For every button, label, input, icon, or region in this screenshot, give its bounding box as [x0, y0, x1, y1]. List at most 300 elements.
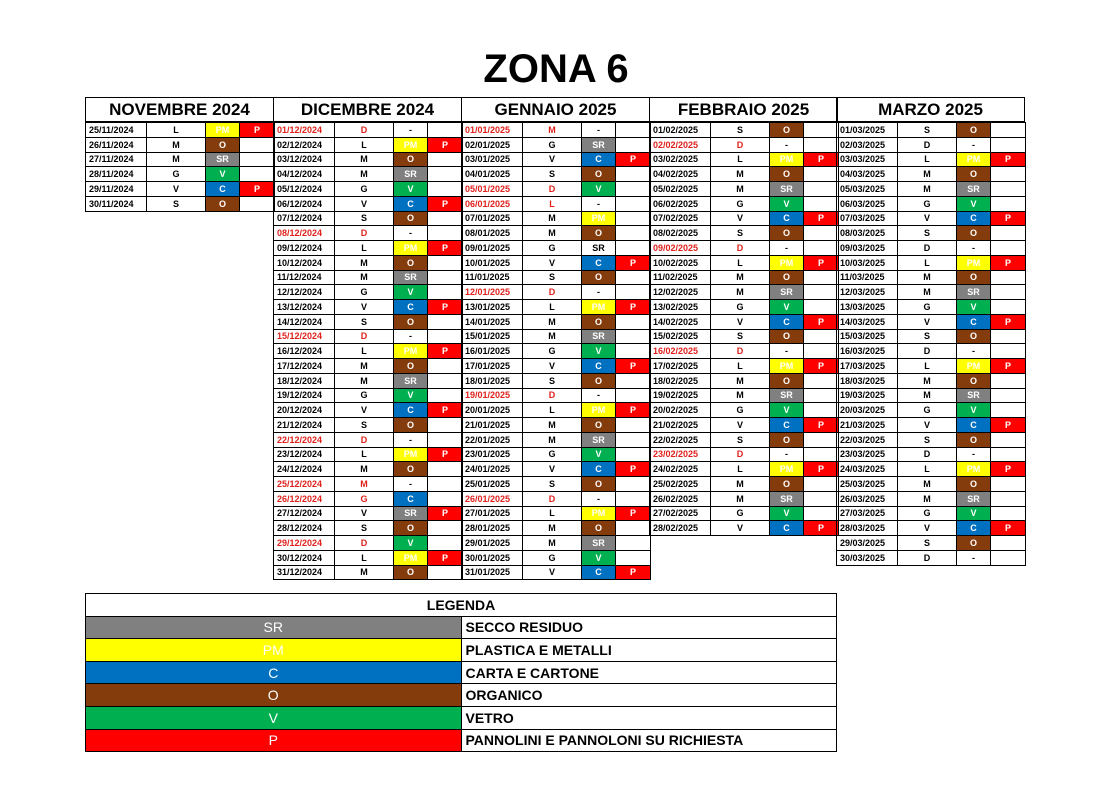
legend-label: PLASTICA E METALLI	[461, 639, 837, 662]
date-cell: 09/03/2025	[837, 241, 898, 256]
weekday-cell: V	[898, 211, 957, 226]
weekday-cell: M	[898, 477, 957, 492]
calendar-row	[650, 314, 839, 329]
diaper-cell	[991, 329, 1026, 344]
weekday-cell: M	[335, 462, 394, 477]
date-cell: 23/02/2025	[650, 447, 711, 462]
calendar-row	[462, 241, 651, 256]
diaper-cell	[991, 432, 1026, 447]
calendar-row	[837, 477, 1026, 492]
date-cell: 28/12/2024	[274, 521, 335, 536]
calendar-row	[274, 477, 463, 492]
weekday-cell: M	[335, 565, 394, 580]
collection-cell: -	[770, 241, 804, 256]
collection-cell: SR	[957, 285, 991, 300]
diaper-cell	[240, 196, 275, 211]
collection-cell: -	[394, 123, 428, 138]
month-calendar-table	[273, 122, 463, 580]
diaper-cell	[616, 123, 651, 138]
collection-cell: O	[394, 462, 428, 477]
legend-swatch: V	[86, 706, 462, 729]
weekday-cell: V	[898, 314, 957, 329]
weekday-cell: G	[147, 167, 206, 182]
calendar-row	[650, 123, 839, 138]
date-cell: 24/12/2024	[274, 462, 335, 477]
weekday-cell: M	[898, 182, 957, 197]
calendar-row	[650, 167, 839, 182]
date-cell: 06/02/2025	[650, 196, 711, 211]
calendar-row	[650, 462, 839, 477]
calendar-row	[650, 491, 839, 506]
diaper-cell	[240, 167, 275, 182]
collection-cell: O	[957, 270, 991, 285]
collection-cell: -	[957, 447, 991, 462]
collection-cell: C	[582, 565, 616, 580]
calendar-row	[462, 477, 651, 492]
weekday-cell: S	[523, 373, 582, 388]
collection-cell: V	[394, 536, 428, 551]
collection-cell: O	[394, 255, 428, 270]
date-cell: 28/01/2025	[462, 521, 523, 536]
weekday-cell: M	[523, 226, 582, 241]
collection-cell: PM	[770, 255, 804, 270]
date-cell: 06/12/2024	[274, 196, 335, 211]
collection-cell: V	[957, 506, 991, 521]
calendar-row	[274, 300, 463, 315]
weekday-cell: G	[711, 300, 770, 315]
diaper-cell	[428, 536, 463, 551]
weekday-cell: L	[711, 255, 770, 270]
diaper-cell	[991, 403, 1026, 418]
collection-cell: C	[206, 182, 240, 197]
diaper-cell: P	[240, 123, 275, 138]
weekday-cell: S	[335, 211, 394, 226]
diaper-cell: P	[991, 418, 1026, 433]
calendar-row	[274, 403, 463, 418]
date-cell: 13/01/2025	[462, 300, 523, 315]
date-cell: 25/12/2024	[274, 477, 335, 492]
collection-cell: V	[957, 196, 991, 211]
calendar-row	[837, 536, 1026, 551]
weekday-cell: M	[711, 270, 770, 285]
collection-cell: V	[957, 403, 991, 418]
diaper-cell	[804, 329, 839, 344]
date-cell: 09/02/2025	[650, 241, 711, 256]
collection-cell: O	[770, 167, 804, 182]
weekday-cell: G	[898, 506, 957, 521]
weekday-cell: D	[335, 123, 394, 138]
calendar-row	[462, 359, 651, 374]
weekday-cell: M	[711, 388, 770, 403]
date-cell: 06/01/2025	[462, 196, 523, 211]
collection-cell: V	[770, 506, 804, 521]
date-cell: 22/12/2024	[274, 432, 335, 447]
weekday-cell: G	[335, 388, 394, 403]
collection-cell: -	[582, 491, 616, 506]
collection-cell: -	[582, 196, 616, 211]
calendar-row	[274, 491, 463, 506]
calendar-row	[837, 491, 1026, 506]
month-title: FEBBRAIO 2025	[649, 97, 838, 122]
calendar-row	[837, 285, 1026, 300]
date-cell: 23/01/2025	[462, 447, 523, 462]
date-cell: 25/01/2025	[462, 477, 523, 492]
calendar-row	[837, 373, 1026, 388]
weekday-cell: M	[898, 285, 957, 300]
calendar-row	[86, 152, 275, 167]
calendar-row	[650, 506, 839, 521]
date-cell: 27/11/2024	[86, 152, 147, 167]
collection-cell: O	[394, 211, 428, 226]
diaper-cell	[804, 432, 839, 447]
weekday-cell: L	[711, 152, 770, 167]
calendar-row	[650, 241, 839, 256]
weekday-cell: S	[523, 167, 582, 182]
collection-cell: V	[770, 403, 804, 418]
date-cell: 15/01/2025	[462, 329, 523, 344]
date-cell: 07/02/2025	[650, 211, 711, 226]
calendar-row	[274, 255, 463, 270]
date-cell: 26/12/2024	[274, 491, 335, 506]
collection-cell: -	[770, 447, 804, 462]
collection-cell: PM	[582, 506, 616, 521]
collection-cell: V	[957, 300, 991, 315]
date-cell: 29/03/2025	[837, 536, 898, 551]
calendar-row	[462, 344, 651, 359]
date-cell: 16/03/2025	[837, 344, 898, 359]
collection-cell: O	[770, 329, 804, 344]
weekday-cell: S	[898, 329, 957, 344]
date-cell: 27/01/2025	[462, 506, 523, 521]
diaper-cell	[991, 137, 1026, 152]
collection-cell: O	[957, 123, 991, 138]
date-cell: 31/12/2024	[274, 565, 335, 580]
diaper-cell: P	[428, 137, 463, 152]
calendar-row	[462, 300, 651, 315]
calendar-row	[462, 403, 651, 418]
date-cell: 11/02/2025	[650, 270, 711, 285]
date-cell: 13/02/2025	[650, 300, 711, 315]
weekday-cell: M	[523, 123, 582, 138]
weekday-cell: M	[711, 477, 770, 492]
weekday-cell: D	[711, 241, 770, 256]
date-cell: 14/12/2024	[274, 314, 335, 329]
date-cell: 16/01/2025	[462, 344, 523, 359]
date-cell: 05/01/2025	[462, 182, 523, 197]
weekday-cell: V	[147, 182, 206, 197]
date-cell: 19/02/2025	[650, 388, 711, 403]
calendar-row	[462, 418, 651, 433]
collection-cell: PM	[770, 462, 804, 477]
collection-cell: C	[582, 152, 616, 167]
weekday-cell: S	[898, 536, 957, 551]
weekday-cell: M	[335, 477, 394, 492]
weekday-cell: V	[335, 196, 394, 211]
weekday-cell: G	[523, 137, 582, 152]
weekday-cell: D	[523, 285, 582, 300]
date-cell: 20/03/2025	[837, 403, 898, 418]
diaper-cell: P	[616, 403, 651, 418]
month-title: GENNAIO 2025	[461, 97, 650, 122]
date-cell: 31/01/2025	[462, 565, 523, 580]
legend-label: ORGANICO	[461, 684, 837, 707]
weekday-cell: D	[335, 226, 394, 241]
date-cell: 24/01/2025	[462, 462, 523, 477]
diaper-cell	[991, 550, 1026, 565]
calendar-row	[650, 432, 839, 447]
calendar-row	[837, 152, 1026, 167]
date-cell: 08/01/2025	[462, 226, 523, 241]
calendar-row	[274, 447, 463, 462]
weekday-cell: V	[711, 314, 770, 329]
weekday-cell: L	[335, 550, 394, 565]
weekday-cell: M	[523, 329, 582, 344]
collection-cell: SR	[394, 167, 428, 182]
date-cell: 01/01/2025	[462, 123, 523, 138]
diaper-cell	[428, 329, 463, 344]
calendar-row	[274, 270, 463, 285]
calendar-row	[650, 255, 839, 270]
collection-cell: O	[582, 373, 616, 388]
date-cell: 18/12/2024	[274, 373, 335, 388]
calendar-row	[837, 167, 1026, 182]
calendar-row	[837, 329, 1026, 344]
month-title: MARZO 2025	[836, 97, 1025, 122]
date-cell: 04/12/2024	[274, 167, 335, 182]
collection-cell: -	[957, 137, 991, 152]
collection-cell: SR	[394, 506, 428, 521]
diaper-cell: P	[428, 241, 463, 256]
date-cell: 08/02/2025	[650, 226, 711, 241]
date-cell: 25/11/2024	[86, 123, 147, 138]
calendar-row	[462, 152, 651, 167]
calendar-row	[650, 226, 839, 241]
date-cell: 15/03/2025	[837, 329, 898, 344]
diaper-cell	[616, 241, 651, 256]
date-cell: 20/01/2025	[462, 403, 523, 418]
diaper-cell: P	[616, 506, 651, 521]
calendar-row	[462, 550, 651, 565]
weekday-cell: D	[335, 536, 394, 551]
weekday-cell: S	[523, 477, 582, 492]
date-cell: 03/01/2025	[462, 152, 523, 167]
collection-cell: O	[394, 152, 428, 167]
date-cell: 24/02/2025	[650, 462, 711, 477]
date-cell: 10/03/2025	[837, 255, 898, 270]
collection-cell: PM	[394, 344, 428, 359]
collection-cell: PM	[770, 152, 804, 167]
diaper-cell	[991, 270, 1026, 285]
collection-cell: PM	[394, 241, 428, 256]
month-december	[273, 97, 462, 580]
date-cell: 20/02/2025	[650, 403, 711, 418]
legend-swatch: C	[86, 661, 462, 684]
calendar-row	[462, 226, 651, 241]
diaper-cell	[804, 373, 839, 388]
calendar-row	[837, 462, 1026, 477]
date-cell: 09/01/2025	[462, 241, 523, 256]
collection-cell: -	[770, 344, 804, 359]
weekday-cell: D	[711, 344, 770, 359]
collection-cell: PM	[394, 550, 428, 565]
weekday-cell: V	[711, 521, 770, 536]
date-cell: 02/02/2025	[650, 137, 711, 152]
diaper-cell: P	[616, 565, 651, 580]
calendar-row	[86, 123, 275, 138]
calendar-row	[650, 329, 839, 344]
weekday-cell: S	[898, 226, 957, 241]
date-cell: 25/03/2025	[837, 477, 898, 492]
weekday-cell: S	[711, 226, 770, 241]
month-november	[85, 97, 274, 212]
date-cell: 20/12/2024	[274, 403, 335, 418]
calendar-row	[650, 300, 839, 315]
date-cell: 27/02/2025	[650, 506, 711, 521]
diaper-cell	[991, 300, 1026, 315]
diaper-cell	[804, 388, 839, 403]
collection-cell: O	[957, 373, 991, 388]
weekday-cell: V	[335, 506, 394, 521]
calendar-row	[462, 285, 651, 300]
weekday-cell: V	[711, 418, 770, 433]
collection-cell: PM	[957, 255, 991, 270]
date-cell: 17/03/2025	[837, 359, 898, 374]
diaper-cell: P	[428, 196, 463, 211]
date-cell: 04/03/2025	[837, 167, 898, 182]
diaper-cell	[428, 388, 463, 403]
calendar-row	[650, 211, 839, 226]
diaper-cell: P	[428, 344, 463, 359]
collection-cell: PM	[582, 300, 616, 315]
diaper-cell	[428, 373, 463, 388]
diaper-cell: P	[991, 152, 1026, 167]
calendar-row	[274, 226, 463, 241]
date-cell: 17/02/2025	[650, 359, 711, 374]
weekday-cell: M	[335, 152, 394, 167]
weekday-cell: L	[335, 137, 394, 152]
diaper-cell: P	[991, 255, 1026, 270]
diaper-cell	[428, 255, 463, 270]
diaper-cell	[428, 152, 463, 167]
date-cell: 19/01/2025	[462, 388, 523, 403]
weekday-cell: M	[711, 491, 770, 506]
calendar-row	[837, 226, 1026, 241]
diaper-cell	[616, 477, 651, 492]
calendar-row	[274, 565, 463, 580]
diaper-cell	[428, 477, 463, 492]
date-cell: 04/01/2025	[462, 167, 523, 182]
date-cell: 02/03/2025	[837, 137, 898, 152]
collection-cell: PM	[582, 211, 616, 226]
collection-cell: O	[394, 314, 428, 329]
collection-cell: V	[582, 344, 616, 359]
date-cell: 21/02/2025	[650, 418, 711, 433]
diaper-cell	[991, 477, 1026, 492]
weekday-cell: M	[147, 152, 206, 167]
weekday-cell: G	[523, 241, 582, 256]
date-cell: 30/01/2025	[462, 550, 523, 565]
date-cell: 19/03/2025	[837, 388, 898, 403]
weekday-cell: M	[335, 373, 394, 388]
calendar-row	[462, 182, 651, 197]
collection-cell: SR	[957, 388, 991, 403]
legend-table	[85, 593, 837, 752]
diaper-cell: P	[804, 418, 839, 433]
date-cell: 26/01/2025	[462, 491, 523, 506]
calendar-row	[462, 447, 651, 462]
diaper-cell	[616, 550, 651, 565]
weekday-cell: L	[523, 300, 582, 315]
weekday-cell: V	[523, 462, 582, 477]
date-cell: 10/01/2025	[462, 255, 523, 270]
weekday-cell: D	[898, 344, 957, 359]
legend-label: PANNOLINI E PANNOLONI SU RICHIESTA	[461, 729, 837, 752]
date-cell: 29/12/2024	[274, 536, 335, 551]
collection-cell: C	[957, 418, 991, 433]
calendar-row	[462, 211, 651, 226]
diaper-cell	[991, 285, 1026, 300]
weekday-cell: M	[335, 167, 394, 182]
legend-label: SECCO RESIDUO	[461, 616, 837, 639]
diaper-cell: P	[804, 521, 839, 536]
date-cell: 12/12/2024	[274, 285, 335, 300]
date-cell: 29/11/2024	[86, 182, 147, 197]
month-february	[649, 97, 838, 536]
diaper-cell	[804, 226, 839, 241]
date-cell: 14/02/2025	[650, 314, 711, 329]
date-cell: 07/01/2025	[462, 211, 523, 226]
diaper-cell	[616, 211, 651, 226]
collection-cell: SR	[957, 491, 991, 506]
weekday-cell: V	[523, 359, 582, 374]
calendar-row	[837, 447, 1026, 462]
calendar-row	[274, 418, 463, 433]
calendar-row	[86, 167, 275, 182]
diaper-cell	[804, 137, 839, 152]
weekday-cell: D	[711, 447, 770, 462]
diaper-cell: P	[428, 447, 463, 462]
calendar-row	[274, 329, 463, 344]
diaper-cell	[428, 418, 463, 433]
diaper-cell	[991, 506, 1026, 521]
diaper-cell	[804, 123, 839, 138]
collection-cell: -	[957, 344, 991, 359]
collection-cell: V	[770, 300, 804, 315]
collection-cell: SR	[957, 182, 991, 197]
diaper-cell: P	[804, 359, 839, 374]
collection-cell: C	[394, 300, 428, 315]
date-cell: 15/02/2025	[650, 329, 711, 344]
calendar-row	[462, 388, 651, 403]
collection-cell: C	[957, 521, 991, 536]
diaper-cell	[804, 344, 839, 359]
weekday-cell: M	[523, 418, 582, 433]
calendar-row	[274, 167, 463, 182]
diaper-cell	[616, 491, 651, 506]
weekday-cell: L	[335, 241, 394, 256]
diaper-cell	[991, 388, 1026, 403]
date-cell: 28/11/2024	[86, 167, 147, 182]
collection-cell: V	[394, 388, 428, 403]
date-cell: 09/12/2024	[274, 241, 335, 256]
legend-swatch: PM	[86, 639, 462, 662]
weekday-cell: G	[523, 447, 582, 462]
date-cell: 10/02/2025	[650, 255, 711, 270]
legend-label: VETRO	[461, 706, 837, 729]
calendar-row	[837, 359, 1026, 374]
diaper-cell	[616, 373, 651, 388]
calendar-row	[650, 359, 839, 374]
